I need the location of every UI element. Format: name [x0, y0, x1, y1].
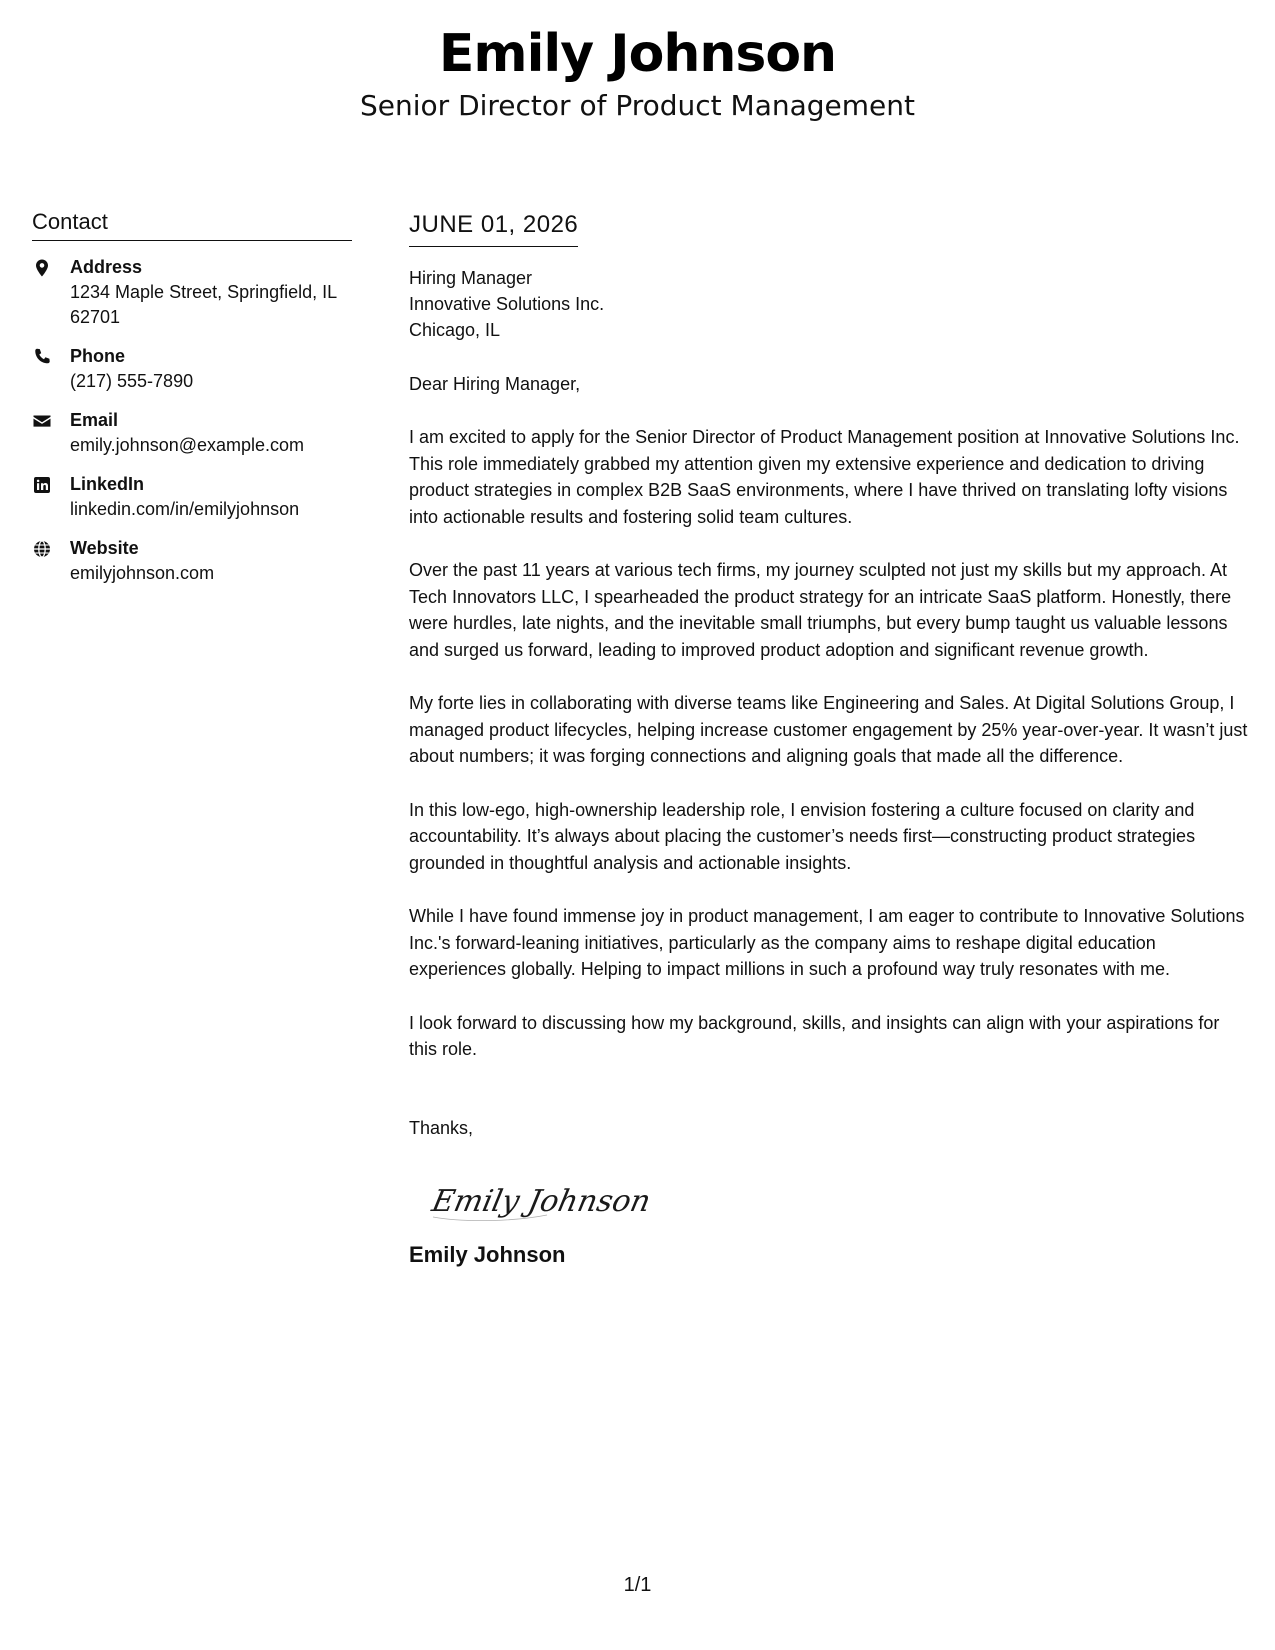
contact-sidebar — [32, 208, 352, 600]
handwritten-signature — [427, 1171, 667, 1227]
contact-item-phone — [32, 344, 352, 394]
letter-paragraph: My forte lies in collaborating with diverse teams like Engineering and Sales. At Digital Solutions Group, I managed product lifecycles, helping increase customer engagement by 25% year-over-year. It wasn’t just about numbers; it was forging connections and aligning goals that made all the difference. — [409, 693, 1248, 766]
closing: Thanks, — [409, 1117, 474, 1138]
letter-header — [0, 22, 1275, 124]
contact-label-phone: Phone — [70, 346, 126, 366]
recipient-line: Chicago, IL — [409, 320, 501, 340]
location-pin-icon — [32, 258, 52, 278]
letter-paragraph: Over the past 11 years at various tech firms, my journey sculpted not just my skills but my approach. At Tech Innovators LLC, I spearheaded the product strategy for an intricate SaaS platform. Honestly, there were hurdles, late nights, and the inevitable small triumphs, but every bump taught us valuable lessons and surged us forward, leading to improved product adoption and significant revenue growth. — [409, 560, 1232, 660]
contact-value-linkedin[interactable]: linkedin.com/in/emilyjohnson — [70, 499, 300, 519]
salutation: Dear Hiring Manager, — [409, 374, 581, 394]
letter-body — [409, 210, 1249, 1269]
linkedin-icon — [32, 475, 52, 495]
signoff-name: Emily Johnson — [409, 1241, 566, 1267]
applicant-name: Emily Johnson — [438, 24, 837, 84]
phone-icon — [32, 347, 52, 367]
contact-item-website — [32, 536, 352, 586]
contact-value-phone: (217) 555-7890 — [70, 371, 194, 391]
contact-item-email — [32, 408, 352, 458]
recipient-line: Innovative Solutions Inc. — [409, 294, 605, 314]
contact-heading: Contact — [32, 208, 352, 241]
contact-value-address: 1234 Maple Street, Springfield, IL 62701 — [70, 282, 337, 327]
globe-icon — [32, 539, 52, 559]
letter-paragraph: I am excited to apply for the Senior Director of Product Management position at Innovative Solutions Inc. This role immediately grabbed my attention given my extensive experience and dedication to driving product strategies in complex B2B SaaS environments, where I have thrived on translating lofty visions into actionable results and fostering solid team cultures. — [409, 427, 1240, 527]
contact-value-email[interactable]: emily.johnson@example.com — [70, 435, 305, 455]
contact-label-address: Address — [70, 257, 143, 277]
contact-item-linkedin — [32, 472, 352, 522]
contact-label-linkedin: LinkedIn — [70, 474, 145, 494]
letter-date: JUNE 01, 2026 — [409, 210, 578, 247]
recipient-block — [409, 265, 1249, 343]
recipient-line: Hiring Manager — [409, 268, 533, 288]
letter-paragraph: While I have found immense joy in product management, I am eager to contribute to Innovative Solutions Inc.'s forward-leaning initiatives, particularly as the company aims to reshape digital education experiences globally. Helping to impact millions in such a profound way truly resonates with me. — [409, 906, 1245, 979]
contact-label-website: Website — [70, 538, 139, 558]
page-number: 1/1 — [623, 1574, 652, 1596]
envelope-icon — [32, 411, 52, 431]
letter-paragraph: I look forward to discussing how my background, skills, and insights can align with your aspirations for this role. — [409, 1012, 1220, 1059]
contact-item-address — [32, 255, 352, 330]
applicant-title: Senior Director of Product Management — [360, 89, 915, 122]
svg-text:Emily Johnson: Emily Johnson — [428, 1183, 654, 1219]
contact-label-email: Email — [70, 410, 119, 430]
letter-paragraph: In this low-ego, high-ownership leadership role, I envision fostering a culture focused on clarity and accountability. It’s always about placing the customer’s needs first—constructing product strategies grounded in thoughtful analysis and actionable insights. — [409, 799, 1196, 873]
contact-value-website[interactable]: emilyjohnson.com — [70, 563, 215, 583]
